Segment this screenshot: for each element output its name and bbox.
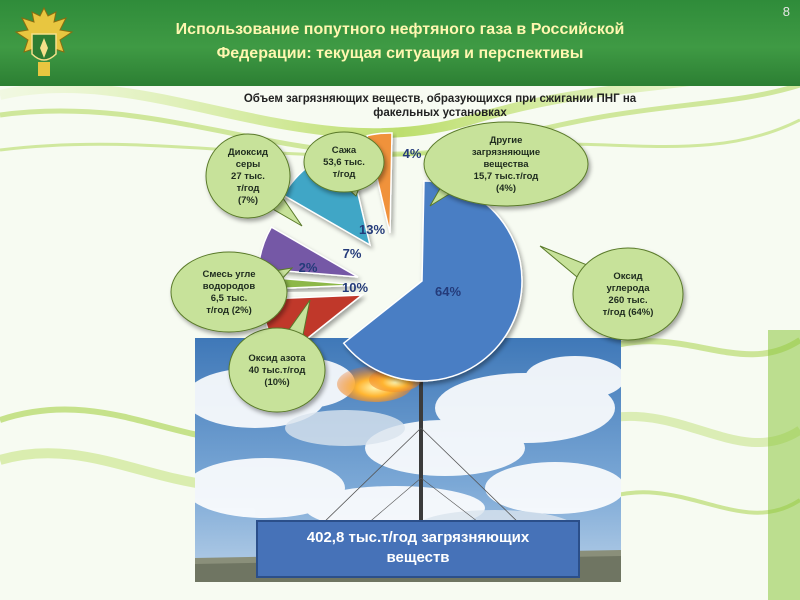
callout-text-so2: (7%): [237, 195, 259, 206]
callout-text-hc: водородов: [202, 281, 256, 292]
pie-pct-label-nox: 10%: [341, 280, 369, 295]
total-summary-box: [256, 520, 580, 578]
callout-text-other: (4%): [495, 183, 517, 194]
callout-text-other: загрязняющие: [471, 147, 541, 158]
callout-text-hc: т/год (2%): [206, 305, 252, 316]
callout-text-nox: (10%): [264, 377, 290, 388]
chart-title-line-1: Объем загрязняющих веществ, образующихся при сжигании ПНГ на: [243, 93, 637, 105]
callout-text-nox: Оксид азота: [248, 353, 306, 364]
callout-text-so2: 27 тыс.: [231, 171, 265, 182]
pie-pct-label-co: 64%: [434, 284, 462, 299]
callout-text-so2: Диоксид: [227, 147, 269, 158]
callout-text-co: углерода: [606, 283, 650, 294]
title-line-2: Федерации: текущая ситуация и перспективы: [216, 45, 584, 62]
page-number: 8: [782, 4, 790, 19]
callout-text-nox: 40 тыс.т/год: [248, 365, 306, 376]
pie-pct-label-soot: 13%: [358, 222, 386, 237]
callout-text-soot: 53,6 тыс.: [323, 157, 365, 168]
pie-pct-label-other: 4%: [402, 146, 422, 161]
callout-bubble-co: [573, 248, 683, 340]
title-line-1: Использование попутного нефтяного газа в Российской: [175, 21, 625, 38]
pie-slice-co: [341, 181, 522, 381]
callout-text-co: Оксид: [613, 271, 643, 282]
summary-line-2: веществ: [386, 549, 450, 566]
callout-co: [540, 246, 683, 340]
callout-text-co: т/год (64%): [602, 307, 654, 318]
callout-so2: [206, 134, 302, 226]
callout-text-soot: т/год: [332, 169, 356, 180]
callout-text-other: 15,7 тыс.т/год: [473, 171, 539, 182]
pie-pct-label-so2: 7%: [342, 246, 362, 261]
callout-text-hc: Смесь угле: [202, 269, 256, 280]
callout-text-soot: Сажа: [331, 145, 357, 156]
callout-text-co: 260 тыс.: [608, 295, 648, 306]
callout-text-other: Другие: [489, 135, 523, 146]
summary-line-1: 402,8 тыс.т/год загрязняющих: [306, 529, 530, 546]
callout-text-other: вещества: [483, 159, 529, 170]
pie-pct-label-hc: 2%: [298, 260, 318, 275]
callout-text-hc: 6,5 тыс.: [210, 293, 248, 304]
callout-text-so2: серы: [235, 159, 261, 170]
callout-bubble-hc: [171, 252, 287, 332]
chart-title-line-2: факельных установках: [373, 107, 507, 119]
callout-other: [424, 122, 588, 206]
callout-text-so2: т/год: [236, 183, 260, 194]
